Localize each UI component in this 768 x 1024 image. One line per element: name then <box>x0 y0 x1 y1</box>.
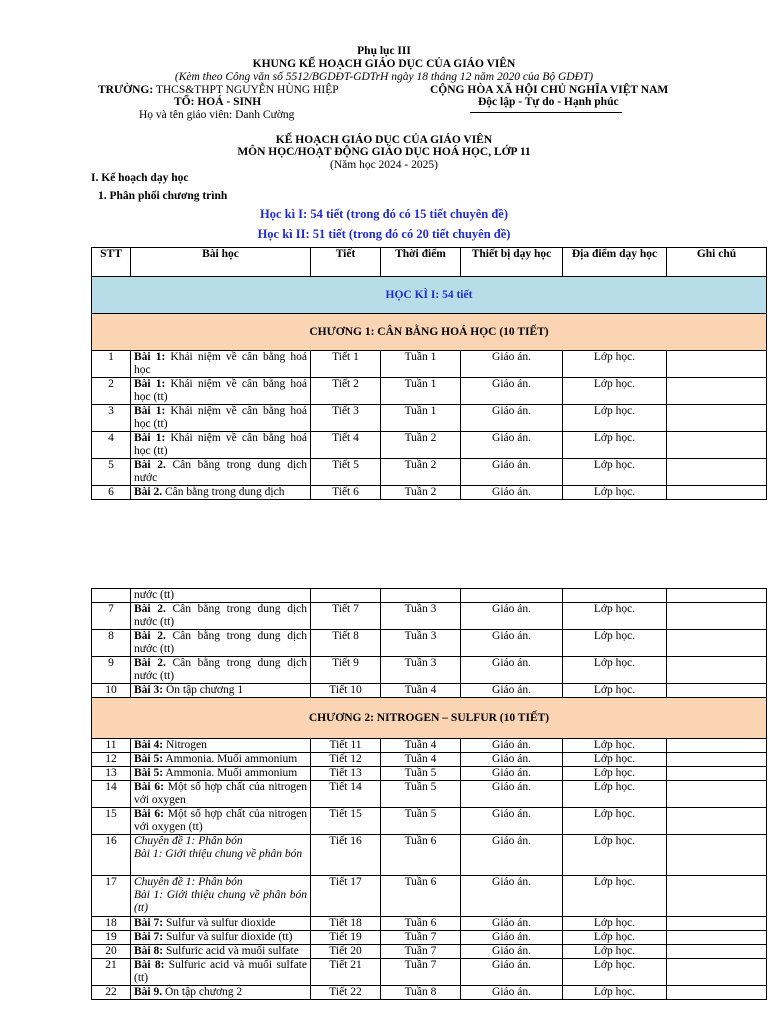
row-week: Tuần 5 <box>381 781 461 808</box>
row-notes <box>667 767 767 781</box>
row-period: Tiết 6 <box>311 486 381 500</box>
row-period: Tiết 21 <box>311 959 381 986</box>
row-stt: 14 <box>92 781 131 808</box>
row-week: Tuần 2 <box>381 459 461 486</box>
chapter-row <box>92 314 767 351</box>
cell <box>461 589 563 603</box>
row-stt: 17 <box>92 876 131 917</box>
curriculum-table-page-2 <box>91 588 767 1000</box>
topic-title: Chuyên đề 1: Phân bón <box>134 876 243 888</box>
row-period: Tiết 11 <box>311 739 381 753</box>
table-row <box>92 945 767 959</box>
lesson-number: Bài 2. <box>134 657 166 669</box>
lesson-title: Cân bằng trong dung dịch nước (tt) <box>134 657 307 682</box>
row-lesson <box>131 986 311 1000</box>
row-stt: 4 <box>92 432 131 459</box>
table-row <box>92 603 767 630</box>
row-notes <box>667 835 767 876</box>
row-lesson <box>131 486 311 500</box>
lesson-number: Bài 1: <box>134 405 166 417</box>
row-notes <box>667 351 767 378</box>
row-week: Tuần 7 <box>381 959 461 986</box>
row-location: Lớp học. <box>563 767 667 781</box>
semester-row <box>92 277 767 314</box>
row-stt: 12 <box>92 753 131 767</box>
row-stt: 1 <box>92 351 131 378</box>
republic-title: CỘNG HÒA XÃ HỘI CHỦ NGHĨA VIỆT NAM <box>430 84 669 96</box>
page-2-rows-a <box>92 603 767 698</box>
table-row <box>92 781 767 808</box>
cell <box>667 589 767 603</box>
row-notes <box>667 739 767 753</box>
row-period: Tiết 12 <box>311 753 381 767</box>
row-week: Tuần 3 <box>381 657 461 684</box>
row-equipment: Giáo án. <box>461 917 563 931</box>
row-lesson <box>131 767 311 781</box>
lesson-number: Bài 8: <box>134 959 165 971</box>
row-lesson <box>131 603 311 630</box>
row-period: Tiết 15 <box>311 808 381 835</box>
row-location: Lớp học. <box>563 405 667 432</box>
table-row <box>92 630 767 657</box>
table-row <box>92 835 767 876</box>
lesson-title: Sulfuric acid và muối sulfate (tt) <box>134 959 307 984</box>
row-notes <box>667 781 767 808</box>
row-notes <box>667 986 767 1000</box>
row-lesson <box>131 781 311 808</box>
row-equipment: Giáo án. <box>461 432 563 459</box>
row-stt: 5 <box>92 459 131 486</box>
row-lesson <box>131 959 311 986</box>
lesson-title: Ôn tập chương 1 <box>163 684 244 696</box>
row-stt: 3 <box>92 405 131 432</box>
school-year: (Năm học 2024 - 2025) <box>330 159 438 171</box>
row-period: Tiết 3 <box>311 405 381 432</box>
row-week: Tuần 2 <box>381 432 461 459</box>
row-lesson <box>131 351 311 378</box>
cell <box>311 589 381 603</box>
lesson-number: Bài 6: <box>134 808 164 820</box>
lesson-title: Ammonia. Muối ammonium <box>163 767 298 779</box>
row-notes <box>667 603 767 630</box>
row-stt: 16 <box>92 835 131 876</box>
semester-2-summary: Học kì II: 51 tiết (trong đó có 20 tiết chuyên đề) <box>257 227 511 241</box>
lesson-number: Bài 5: <box>134 767 164 779</box>
lesson-number: Bài 8: <box>134 945 164 957</box>
header-lesson: Bài học <box>131 248 311 277</box>
row-location: Lớp học. <box>563 657 667 684</box>
lesson-number: Bài 4: <box>134 739 164 751</box>
row-week: Tuần 3 <box>381 603 461 630</box>
row-equipment: Giáo án. <box>461 945 563 959</box>
row-equipment: Giáo án. <box>461 986 563 1000</box>
row-notes <box>667 486 767 500</box>
lesson-number: Bài 2. <box>134 486 163 498</box>
table-row <box>92 917 767 931</box>
lesson-title: Một số hợp chất của nitrogen với oxygen <box>134 781 307 806</box>
table-row <box>92 405 767 432</box>
header-period: Tiết <box>311 248 381 277</box>
lesson-title: Một số hợp chất của nitrogen với oxygen (tt) <box>134 808 307 833</box>
header-notes: Ghi chú <box>667 248 767 277</box>
lesson-number: Bài 1: <box>134 378 166 390</box>
row-location: Lớp học. <box>563 603 667 630</box>
curriculum-table-page-1 <box>91 247 767 500</box>
row-stt: 10 <box>92 684 131 698</box>
row-location: Lớp học. <box>563 684 667 698</box>
row-equipment: Giáo án. <box>461 959 563 986</box>
lesson-title: Cân bằng trong dung dịch nước (tt) <box>134 630 307 655</box>
lesson-title: Sulfur và sulfur dioxide (tt) <box>163 931 293 943</box>
row-equipment: Giáo án. <box>461 603 563 630</box>
row-equipment: Giáo án. <box>461 808 563 835</box>
lesson-number: Bài 7: <box>134 931 164 943</box>
school-label: TRƯỜNG: <box>98 84 154 96</box>
row-notes <box>667 405 767 432</box>
row-week: Tuần 6 <box>381 917 461 931</box>
row-period: Tiết 5 <box>311 459 381 486</box>
row-period: Tiết 16 <box>311 835 381 876</box>
row-period: Tiết 18 <box>311 917 381 931</box>
table-row <box>92 486 767 500</box>
table-row <box>92 876 767 917</box>
row-week: Tuần 7 <box>381 931 461 945</box>
chapter-row <box>92 698 767 739</box>
row-stt: 15 <box>92 808 131 835</box>
subsection-heading: 1. Phân phối chương trình <box>98 190 228 202</box>
row-equipment: Giáo án. <box>461 351 563 378</box>
row-location: Lớp học. <box>563 959 667 986</box>
table-row <box>92 767 767 781</box>
row-week: Tuần 4 <box>381 684 461 698</box>
group-name: TỔ: HOÁ - SINH <box>174 96 262 108</box>
row-week: Tuần 2 <box>381 486 461 500</box>
section-heading: I. Kế hoạch dạy học <box>91 172 189 184</box>
table-row <box>92 684 767 698</box>
row-week: Tuần 1 <box>381 351 461 378</box>
cell <box>92 589 131 603</box>
row-period: Tiết 9 <box>311 657 381 684</box>
row-notes <box>667 876 767 917</box>
row-lesson <box>131 876 311 917</box>
row-period: Tiết 1 <box>311 351 381 378</box>
topic-lesson: Bài 1: Giới thiệu chung về phân bón <box>134 848 303 860</box>
table-row <box>92 739 767 753</box>
row-notes <box>667 753 767 767</box>
lesson-number: Bài 3: <box>134 684 164 696</box>
framework-title: KHUNG KẾ HOẠCH GIÁO DỤC CỦA GIÁO VIÊN <box>252 58 516 70</box>
row-period: Tiết 17 <box>311 876 381 917</box>
row-lesson <box>131 630 311 657</box>
row-location: Lớp học. <box>563 753 667 767</box>
lesson-number: Bài 9. <box>134 986 163 998</box>
row-stt: 21 <box>92 959 131 986</box>
table-row <box>92 459 767 486</box>
page-1-rows <box>92 351 767 500</box>
row-location: Lớp học. <box>563 459 667 486</box>
row-lesson <box>131 753 311 767</box>
row-lesson <box>131 684 311 698</box>
row-location: Lớp học. <box>563 876 667 917</box>
row-notes <box>667 684 767 698</box>
row-lesson <box>131 945 311 959</box>
row-period: Tiết 22 <box>311 986 381 1000</box>
lesson-title: Sulfuric acid và muối sulfate <box>163 945 299 957</box>
row-equipment: Giáo án. <box>461 405 563 432</box>
row-lesson <box>131 432 311 459</box>
cell <box>563 589 667 603</box>
lesson-title: Sulfur và sulfur dioxide <box>163 917 276 929</box>
lesson-title: Khái niệm về cân bằng hoá học (tt) <box>134 378 307 403</box>
row-lesson <box>131 657 311 684</box>
row-equipment: Giáo án. <box>461 767 563 781</box>
table-row <box>92 432 767 459</box>
row-notes <box>667 959 767 986</box>
header-time: Thời điểm <box>381 248 461 277</box>
row-lesson <box>131 931 311 945</box>
row-equipment: Giáo án. <box>461 378 563 405</box>
cell <box>381 589 461 603</box>
row-stt: 2 <box>92 378 131 405</box>
row-location: Lớp học. <box>563 378 667 405</box>
row-equipment: Giáo án. <box>461 486 563 500</box>
page-2-rows-b <box>92 739 767 1000</box>
table-row <box>92 959 767 986</box>
lesson-title: Khái niệm về cân bằng hoá học (tt) <box>134 405 307 430</box>
row-stt: 18 <box>92 917 131 931</box>
attached-note: (Kèm theo Công văn số 5512/BGDĐT-GDTrH ngày 18 tháng 12 năm 2020 của Bộ GDĐT) <box>174 71 594 83</box>
row-location: Lớp học. <box>563 486 667 500</box>
row-stt: 13 <box>92 767 131 781</box>
row-week: Tuần 6 <box>381 835 461 876</box>
row-equipment: Giáo án. <box>461 657 563 684</box>
row-location: Lớp học. <box>563 835 667 876</box>
row-lesson <box>131 405 311 432</box>
table-header-row <box>92 248 767 277</box>
lesson-number: Bài 5: <box>134 753 164 765</box>
appendix-label: Phụ lục III <box>357 45 411 57</box>
row-equipment: Giáo án. <box>461 931 563 945</box>
row-week: Tuần 4 <box>381 753 461 767</box>
row-location: Lớp học. <box>563 986 667 1000</box>
row-week: Tuần 1 <box>381 378 461 405</box>
row-notes <box>667 630 767 657</box>
lesson-title: Khái niệm về cân bằng hoá học <box>134 351 307 376</box>
row-week: Tuần 6 <box>381 876 461 917</box>
row-notes <box>667 657 767 684</box>
row-stt: 11 <box>92 739 131 753</box>
row-period: Tiết 20 <box>311 945 381 959</box>
row-location: Lớp học. <box>563 781 667 808</box>
lesson-number: Bài 2. <box>134 630 166 642</box>
school-name: THCS&THPT NGUYỄN HÙNG HIỆP <box>155 84 339 96</box>
row-stt: 9 <box>92 657 131 684</box>
plan-title: KẾ HOẠCH GIÁO DỤC CỦA GIÁO VIÊN <box>275 134 493 146</box>
row-lesson <box>131 378 311 405</box>
row-equipment: Giáo án. <box>461 753 563 767</box>
topic-title: Chuyên đề 1: Phân bón <box>134 835 243 847</box>
row-week: Tuần 7 <box>381 945 461 959</box>
table-row <box>92 986 767 1000</box>
lesson-title: Cân bằng trong dung dịch nước <box>134 459 307 484</box>
lesson-number: Bài 2. <box>134 459 166 471</box>
row-stt: 19 <box>92 931 131 945</box>
row-notes <box>667 459 767 486</box>
header-equipment: Thiết bị dạy học <box>461 248 563 277</box>
lesson-number: Bài 2. <box>134 603 166 615</box>
row-location: Lớp học. <box>563 808 667 835</box>
row-stt: 20 <box>92 945 131 959</box>
continuation-text: nước (tt) <box>131 589 311 603</box>
row-week: Tuần 3 <box>381 630 461 657</box>
row-stt: 22 <box>92 986 131 1000</box>
row-period: Tiết 4 <box>311 432 381 459</box>
row-location: Lớp học. <box>563 931 667 945</box>
topic-lesson: Bài 1: Giới thiệu chung về phân bón (tt) <box>134 889 307 914</box>
row-stt: 8 <box>92 630 131 657</box>
row-equipment: Giáo án. <box>461 630 563 657</box>
header-stt: STT <box>92 248 131 277</box>
table-row <box>92 657 767 684</box>
row-period: Tiết 2 <box>311 378 381 405</box>
lesson-title: Nitrogen <box>163 739 207 751</box>
semester-label: HỌC KÌ I: 54 tiết <box>92 277 767 314</box>
row-equipment: Giáo án. <box>461 781 563 808</box>
row-stt: 6 <box>92 486 131 500</box>
row-notes <box>667 931 767 945</box>
row-location: Lớp học. <box>563 739 667 753</box>
row-week: Tuần 1 <box>381 405 461 432</box>
row-week: Tuần 5 <box>381 808 461 835</box>
table-row <box>92 378 767 405</box>
chapter-1-label: CHƯƠNG 1: CÂN BẰNG HOÁ HỌC (10 TIẾT) <box>92 314 767 351</box>
row-equipment: Giáo án. <box>461 684 563 698</box>
table-row <box>92 808 767 835</box>
row-stt: 7 <box>92 603 131 630</box>
row-lesson <box>131 808 311 835</box>
row-period: Tiết 8 <box>311 630 381 657</box>
row-period: Tiết 13 <box>311 767 381 781</box>
lesson-title: Cân bằng trong dung dịch <box>162 486 285 498</box>
semester-1-summary: Học kì I: 54 tiết (trong đó có 15 tiết chuyên đề) <box>259 207 508 221</box>
row-location: Lớp học. <box>563 351 667 378</box>
row-notes <box>667 378 767 405</box>
row-period: Tiết 10 <box>311 684 381 698</box>
row-location: Lớp học. <box>563 945 667 959</box>
row-lesson <box>131 459 311 486</box>
row-location: Lớp học. <box>563 630 667 657</box>
row-lesson <box>131 835 311 876</box>
row-period: Tiết 7 <box>311 603 381 630</box>
row-equipment: Giáo án. <box>461 835 563 876</box>
row-notes <box>667 917 767 931</box>
row-equipment: Giáo án. <box>461 739 563 753</box>
row-equipment: Giáo án. <box>461 459 563 486</box>
header-location: Địa điểm dạy học <box>563 248 667 277</box>
motto: Độc lập - Tự do - Hạnh phúc <box>478 96 619 108</box>
row-location: Lớp học. <box>563 917 667 931</box>
table-row <box>92 931 767 945</box>
row-week: Tuần 5 <box>381 767 461 781</box>
lesson-title: Cân bằng trong dung dịch nước (tt) <box>134 603 307 628</box>
table-row <box>92 753 767 767</box>
row-notes <box>667 808 767 835</box>
row-period: Tiết 14 <box>311 781 381 808</box>
lesson-number: Bài 7: <box>134 917 164 929</box>
lesson-number: Bài 6: <box>134 781 164 793</box>
lesson-title: Khái niệm về cân bằng hoá học (tt) <box>134 432 307 457</box>
continuation-row <box>92 589 767 603</box>
table-row <box>92 351 767 378</box>
plan-subject: MÔN HỌC/HOẠT ĐỘNG GIÁO DỤC HOÁ HỌC, LỚP 11 <box>237 146 531 158</box>
row-notes <box>667 432 767 459</box>
motto-underline <box>470 112 622 113</box>
row-lesson <box>131 739 311 753</box>
lesson-number: Bài 1: <box>134 351 166 363</box>
lesson-title: Ammonia. Muối ammonium <box>163 753 298 765</box>
chapter-2-label: CHƯƠNG 2: NITROGEN – SULFUR (10 TIẾT) <box>92 698 767 739</box>
lesson-title: Ôn tập chương 2 <box>162 986 243 998</box>
row-week: Tuần 4 <box>381 739 461 753</box>
row-lesson <box>131 917 311 931</box>
lesson-number: Bài 1: <box>134 432 166 444</box>
row-location: Lớp học. <box>563 432 667 459</box>
teacher-name: Họ và tên giáo viên: Danh Cường <box>139 109 295 121</box>
row-notes <box>667 945 767 959</box>
row-equipment: Giáo án. <box>461 876 563 917</box>
row-week: Tuần 8 <box>381 986 461 1000</box>
row-period: Tiết 19 <box>311 931 381 945</box>
